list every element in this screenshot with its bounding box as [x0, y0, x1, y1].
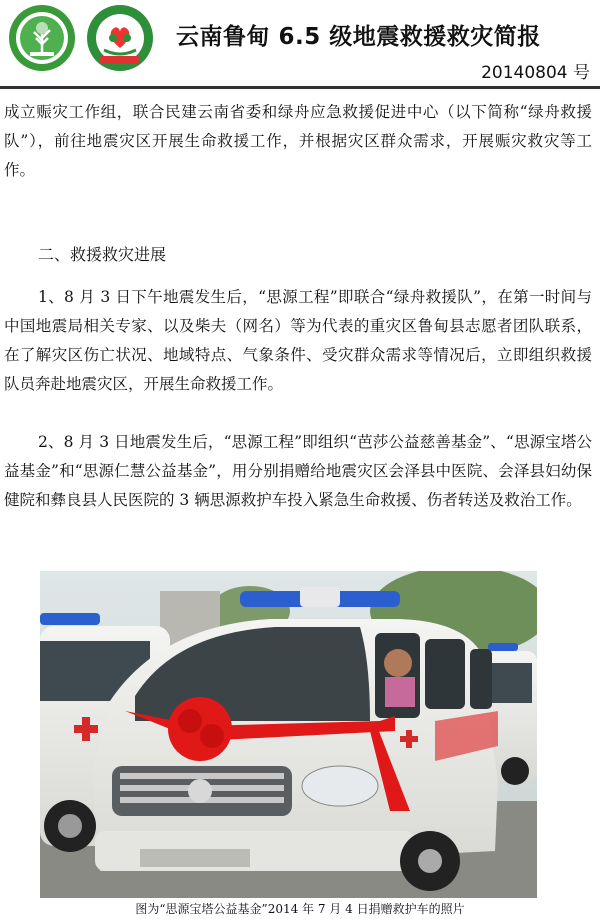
- paragraph-intro: 成立赈灾工作组，联合民建云南省委和绿舟应急救援促进中心（以下简称“绿舟救援队”），前往地震灾区开展生命救援工作，并根据灾区群众需求，开展赈灾救灾等工作。: [4, 103, 592, 179]
- section-heading: 二、救援救灾进展: [38, 245, 167, 264]
- ambulance-photo: [40, 571, 537, 898]
- green-boat-logo-icon: [84, 4, 156, 72]
- siyuan-logo-icon: [8, 4, 76, 72]
- report-title: 云南鲁甸 6.5 级地震救援救灾简报: [176, 24, 541, 50]
- photo-caption: 图为“思源宝塔公益基金”2014 年 7 月 4 日捐赠救护车的照片: [135, 902, 465, 916]
- issue-number: 20140804 号: [481, 63, 590, 83]
- report-header: [0, 0, 600, 88]
- paragraph-rescue-2: 2、8 月 3 日地震发生后，“思源工程”即组织“芭莎公益慈善基金”、“思源宝塔公益基金”和“思源仁慧公益基金”，用分别捐赠给地震灾区会泽县中医院、会泽县妇幼保健院和彝良县人民医院的 3 辆思源救护车投入紧急生命救援、伤者转送及救治工作。: [4, 433, 592, 509]
- header-divider: [0, 86, 600, 89]
- paragraph-rescue-1: 1、8 月 3 日下午地震发生后，“思源工程”即联合“绿舟救援队”，在第一时间与中国地震局相关专家、以及柴夫（网名）等为代表的重灾区鲁甸县志愿者团队联系，在了解灾区伤亡状况、地域特点、气象条件、受灾群众需求等情况后，立即组织救援队员奔赴地震灾区，开展生命救援工作。: [4, 288, 592, 393]
